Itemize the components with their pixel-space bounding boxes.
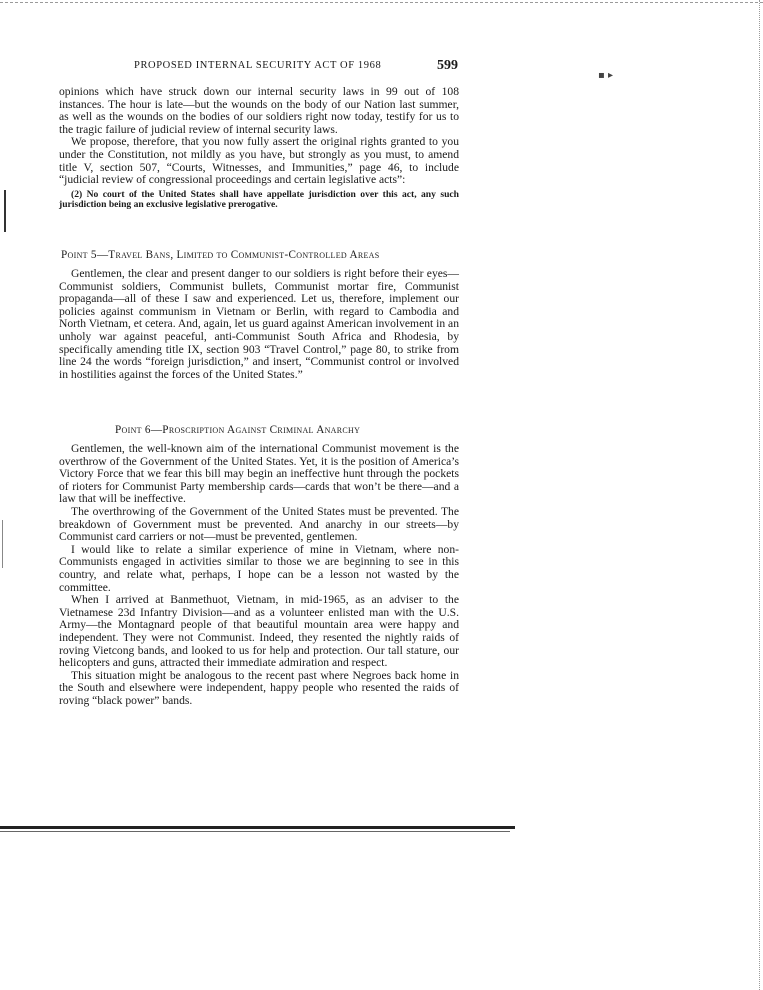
scan-speck: ▪ ▸	[598, 70, 613, 81]
scan-border-top	[0, 2, 763, 3]
point-6-block	[59, 443, 459, 707]
quoted-amendment: (2) No court of the United States shall have appellate jurisdiction over this act, any such jurisdiction being an exclusive legislative prerogative.	[59, 188, 459, 211]
paragraph: The overthrowing of the Government of the United States must be prevented. The breakdown of Government must be prevented. And anarchy in our streets—by Communist card carriers or not—must be prevented, gentlemen.	[59, 504, 459, 544]
point-5-block	[59, 268, 459, 381]
page-number: 599	[437, 58, 458, 73]
paragraph: opinions which have struck down our internal security laws in 99 out of 108 instances. The hour is late—but the wounds on the body of our Nation last summer, as well as the wounds on the bodies of our soldiers right now today, testify for us to the tragic failure of judicial review of internal security laws.	[59, 85, 459, 136]
paragraph: Gentlemen, the well-known aim of the international Communist movement is the overthrow of the Government of the United States. Yet, it is the position of America’s Victory Force that we fear this bill may begin an ineffective hunt through the pockets of rioters for Communist Party membership cards—cards that won’t be there—and a law that will be ineffective.	[59, 442, 459, 506]
scan-bottom-rule-thin	[0, 831, 510, 832]
scan-border-right	[759, 0, 760, 990]
paragraph: This situation might be analogous to the recent past where Negroes back home in the South and elsewhere were independent, happy people who resented the raids of roving “black power” bands.	[59, 668, 459, 707]
scan-margin-mark-lower	[2, 520, 3, 568]
running-head: PROPOSED INTERNAL SECURITY ACT OF 1968	[134, 60, 382, 71]
paragraph: When I arrived at Banmethuot, Vietnam, in mid-1965, as an adviser to the Vietnamese 23d Infantry Division—and as a volunteer enlisted man with the U.S. Army—the Montagnard people of that beautiful mountain area were happy and independent. They were not Communist. Indeed, they resented the nightly raids of roving Vietcong bands, and looked to us for help and protection. Our tall stature, our helicopters and guns, attracted their immediate admiration and respect.	[59, 593, 459, 670]
paragraph: Gentlemen, the clear and present danger to our soldiers is right before their eyes—Communist soldiers, Communist bullets, Communist mortar fire, Communist propaganda—all of these I saw and experienced. Let us, therefore, implement our policies against communism in Vietnam or Berlin, with regard to Cambodia and North Vietnam, et cetera. And, again, let us guard against American involvement in an unholy war against peaceful, anti-Communist South Africa and Rhodesia, by specifically amending title IX, section 903 “Travel Control,” page 80, to strike from line 24 the words “foreign jurisdiction,” and insert, “Communist control or involved in hostilities against the forces of the United States.”	[59, 267, 459, 381]
paragraph: I would like to relate a similar experience of mine in Vietnam, where non-Communists engaged in activities similar to those we are beginning to see in this country, and relate what, perhaps, I hope can be a lesson not wasted by the committee.	[59, 542, 459, 594]
section-heading-point-6: Point 6—Proscription Against Criminal Anarchy	[115, 424, 361, 436]
opening-block	[59, 86, 459, 211]
scan-margin-mark	[4, 190, 6, 232]
section-heading-point-5: Point 5—Travel Bans, Limited to Communist-Controlled Areas	[61, 249, 380, 261]
scan-bottom-rule	[0, 826, 515, 829]
paragraph: We propose, therefore, that you now fully assert the original rights granted to you under the Constitution, not mildly as you have, but strongly as you must, to amend title V, section 507, “Courts, Witnesses, and Immunities,” page 46, to include “judicial review of congressional proceedings and certain legislative acts”:	[59, 135, 459, 187]
